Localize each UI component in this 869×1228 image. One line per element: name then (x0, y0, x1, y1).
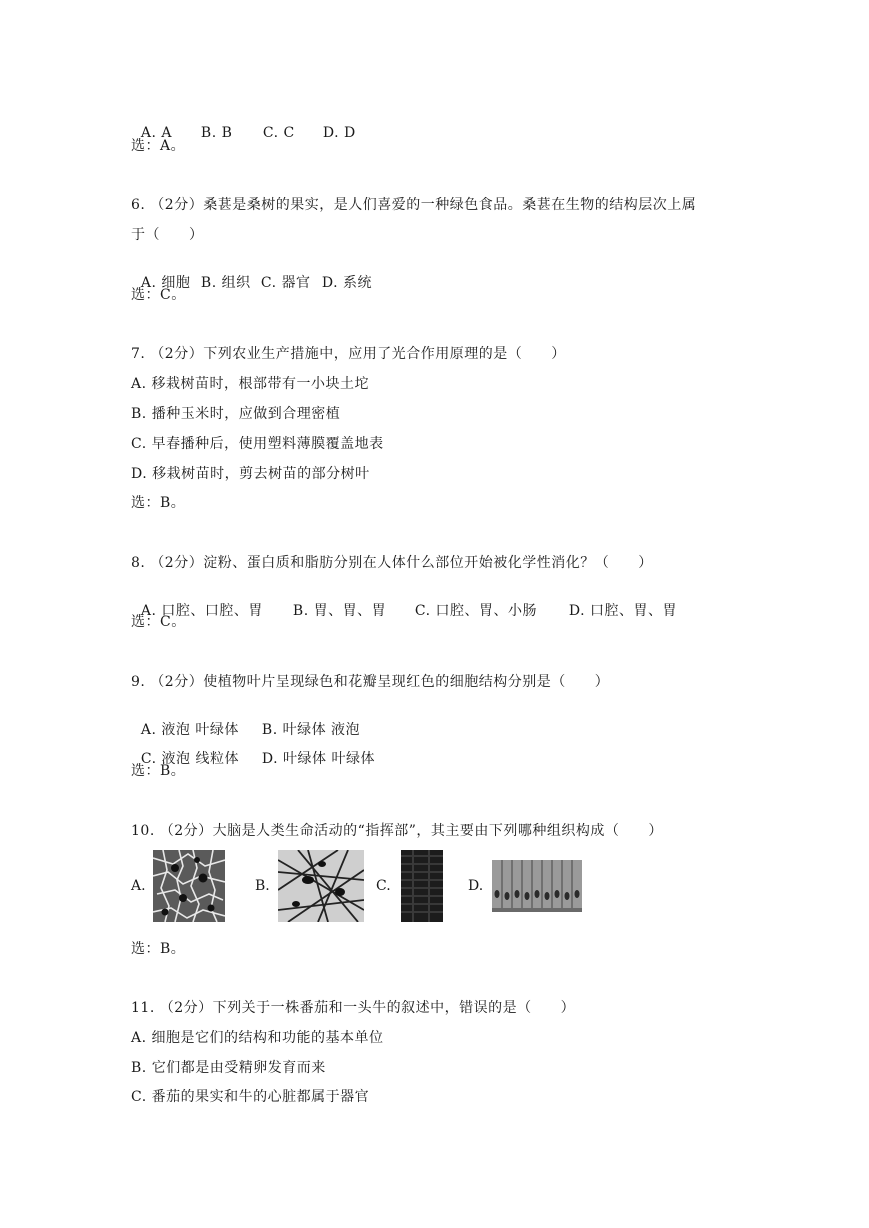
q11-stem: 11. （2分）下列关于一株番茄和一头牛的叙述中，错误的是（ ） (131, 1000, 576, 1016)
q8-option-c: C. 口腔、胃、小肠 (414, 603, 538, 619)
q7-answer: 选：B。 (131, 495, 186, 511)
q9-option-c: C. 液泡 线粒体 (140, 751, 239, 767)
q8-answer: 选：C。 (131, 614, 186, 630)
q10-answer: 选：B。 (131, 941, 186, 957)
q11-option-c: C. 番茄的果实和牛的心脏都属于器官 (131, 1089, 370, 1105)
q11-option-b: B. 它们都是由受精卵发育而来 (131, 1060, 326, 1076)
q6-option-d: D. 系统 (321, 275, 373, 291)
q9-stem: 9. （2分）使植物叶片呈现绿色和花瓣呈现红色的细胞结构分别是（ ） (131, 674, 610, 690)
q9-option-a: A. 液泡 叶绿体 (140, 722, 239, 738)
q7-option-c: C. 早春播种后，使用塑料薄膜覆盖地表 (131, 436, 384, 452)
q10-label-c: C. (376, 878, 391, 894)
q9-answer: 选：B。 (131, 763, 186, 779)
q10-stem: 10. （2分）大脑是人类生命活动的“指挥部”，其主要由下列哪种组织构成（ ） (131, 823, 663, 839)
q6-option-b: B. 组织 (200, 275, 251, 291)
q6-stem-line1: 6. （2分）桑葚是桑树的果实，是人们喜爱的一种绿色食品。桑葚在生物的结构层次上属 (131, 197, 697, 213)
q8-option-d: D. 口腔、胃、胃 (568, 603, 678, 619)
q10-image-d-epithelial-tissue (492, 850, 582, 922)
q5-option-a: A. A (140, 125, 173, 141)
q10-label-a: A. (131, 878, 146, 894)
q6-option-c: C. 器官 (260, 275, 311, 291)
q7-option-d: D. 移栽树苗时，剪去树苗的部分树叶 (131, 466, 370, 482)
q8-option-b: B. 胃、胃、胃 (292, 603, 387, 619)
q11-option-a: A. 细胞是它们的结构和功能的基本单位 (131, 1030, 384, 1046)
q6-option-a: A. 细胞 (140, 275, 191, 291)
q5-option-b: B. B (200, 125, 233, 141)
q7-option-b: B. 播种玉米时，应做到合理密植 (131, 406, 341, 422)
q8-stem: 8. （2分）淀粉、蛋白质和脂肪分别在人体什么部位开始被化学性消化？（ ） (131, 555, 653, 571)
q9-option-b: B. 叶绿体 液泡 (261, 722, 361, 738)
q8-options (131, 584, 677, 620)
q10-image-a-connective-tissue (153, 850, 225, 922)
q5-option-d: D. D (322, 125, 356, 141)
q10-image-b-nerve-tissue (278, 850, 364, 922)
q5-option-c: C. C (262, 125, 295, 141)
q10-label-b: B. (255, 878, 270, 894)
q7-option-a: A. 移栽树苗时，根部带有一小块土坨 (131, 376, 370, 392)
q9-option-d: D. 叶绿体 叶绿体 (261, 751, 375, 767)
q8-option-a: A. 口腔、口腔、胃 (140, 603, 263, 619)
q6-stem-line2: 于（ ） (131, 227, 204, 243)
q10-image-c-muscle-tissue (401, 850, 443, 922)
q5-answer: 选：A。 (131, 138, 186, 154)
q6-answer: 选：C。 (131, 287, 186, 303)
q7-stem: 7. （2分）下列农业生产措施中，应用了光合作用原理的是（ ） (131, 346, 566, 362)
q10-label-d: D. (468, 878, 484, 894)
